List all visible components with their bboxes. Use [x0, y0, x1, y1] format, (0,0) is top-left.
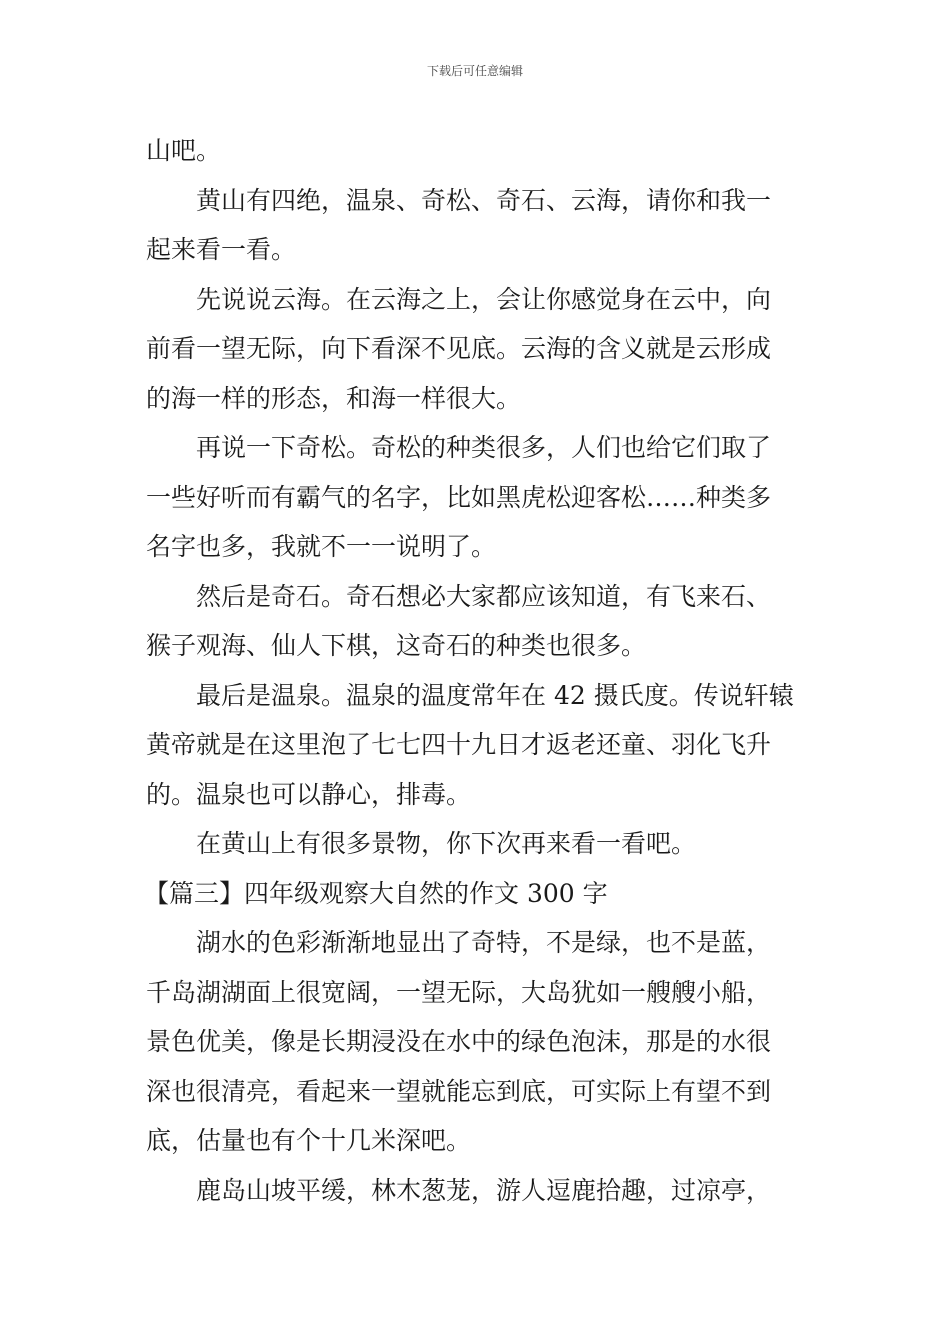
text-line: 再说一下奇松。奇松的种类很多，人们也给它们取了 — [196, 433, 772, 462]
text-line: 底，估量也有个十几米深吧。 — [146, 1126, 472, 1155]
text-line: 一些好听而有霸气的名字，比如黑虎松迎客松……种类多 — [146, 482, 772, 512]
document-body — [146, 126, 806, 1215]
text-line: 然后是奇石。奇石想必大家都应该知道，有飞来石、 — [196, 581, 772, 611]
text-line: 千岛湖湖面上很宽阔，一望无际，大岛犹如一艘艘小船， — [146, 977, 772, 1007]
text-line: 起来看一看。 — [146, 235, 297, 264]
text-line: 山吧。 — [146, 136, 222, 165]
text-line: 前看一望无际，向下看深不见底。云海的含义就是云形成 — [146, 334, 772, 363]
text-line: 先说说云海。在云海之上，会让你感觉身在云中，向 — [196, 284, 772, 314]
text-line: 的。温泉也可以静心，排毒。 — [146, 779, 472, 809]
text-line: 景色优美，像是长期浸没在水中的绿色泡沫，那是的水很 — [146, 1027, 772, 1056]
page-header: 下载后可任意编辑 — [426, 64, 523, 78]
text-line: 黄帝就是在这里泡了七七四十九日才返老还童、羽化飞升 — [146, 730, 772, 759]
text-line: 在黄山上有很多景物，你下次再来看一看吧。 — [196, 829, 697, 858]
text-line: 鹿岛山坡平缓，林木葱茏，游人逗鹿拾趣，过凉亭， — [196, 1175, 772, 1205]
text-line: 的海一样的形态，和海一样很大。 — [146, 383, 522, 413]
text-line: 最后是温泉。温泉的温度常年在 42 摄氏度。传说轩辕 — [196, 680, 794, 710]
text-line: 猴子观海、仙人下棋，这奇石的种类也很多。 — [146, 631, 647, 660]
section-heading: 【篇三】四年级观察大自然的作文 300 字 — [144, 878, 608, 908]
text-line: 深也很清亮，看起来一望就能忘到底，可实际上有望不到 — [146, 1076, 772, 1106]
text-line: 名字也多，我就不一一说明了。 — [146, 532, 497, 561]
text-line: 黄山有四绝，温泉、奇松、奇石、云海，请你和我一 — [196, 185, 772, 215]
text-line: 湖水的色彩渐渐地显出了奇特，不是绿，也不是蓝， — [196, 928, 772, 957]
